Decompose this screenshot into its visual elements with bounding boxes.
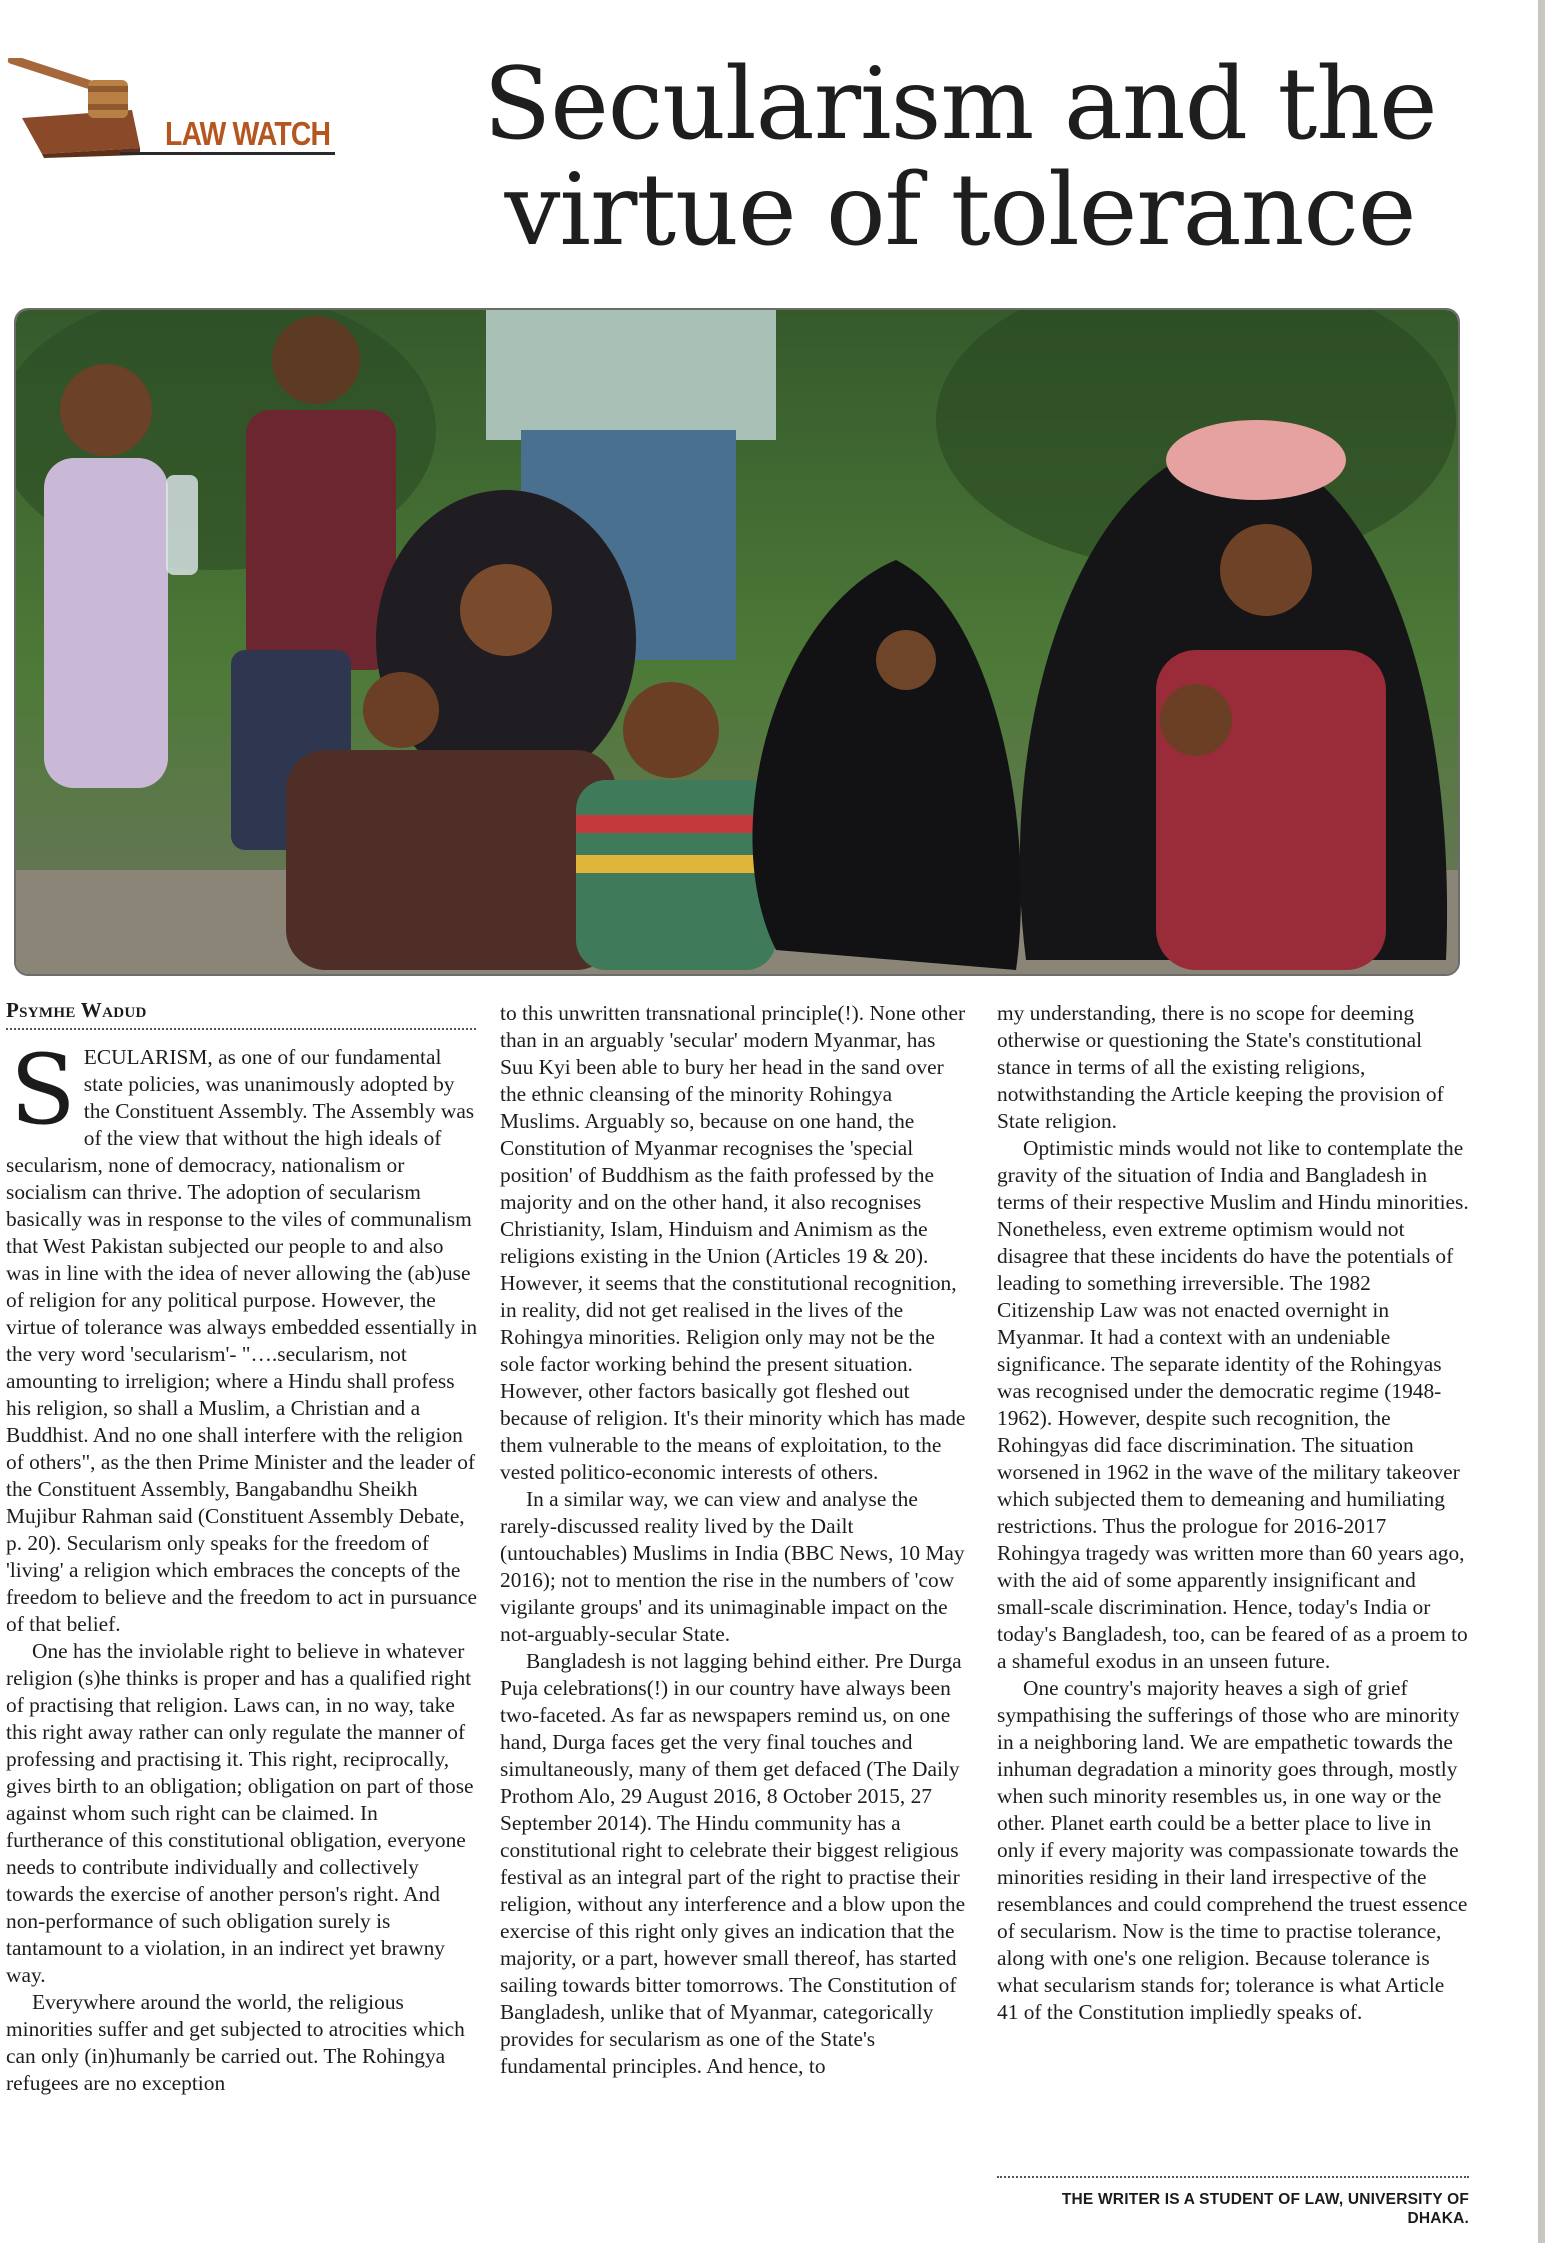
kicker-underline [120,152,335,155]
paragraph: One has the inviolable right to believe in whatever religion (s)he thinks is proper and has a qualified right of practising that religion. Laws can, in no way, take this right away rather can only regulate the manner of professing and practising it. This right, reciprocally, gives birth to an obligation; obligation on part of those against whom such right can be claimed. In furtherance of this constitutional obligation, everyone needs to contribute individually and collectively towards the exercise of another person's right. And non-performance of such obligation surely is tantamount to a violation, in an indirect yet brawny way. [6,1639,474,1987]
paragraph-text: ECULARISM, as one of our fundamental state policies, was unanimously adopted by the Constituent Assembly. The Assembly was of the view that without the high ideals of secularism, none of democracy, nationalism or socialism can thrive. The adoption of secularism basically was in response to the viles of communalism that West Pakistan subjected our people to and also was in line with the idea of never allowing the (ab)use of religion for any political purpose. However, the virtue of tolerance was always embedded essentially in the very word 'secularism'- "….secularism, not amounting to irreligion; where a Hindu shall profess his religion, so shall a Muslim, a Christian and a Buddhist. And no one shall interfere with the religion of others", as the then Prime Minister and the leader of the Constituent Assembly, Bangabandhu Sheikh Mujibur Rahman said (Constituent Assembly Debate, p. 20). Secularism only speaks for the freedom of 'living' a religion which embraces the concepts of the freedom to believe and the freedom to act in pursuance of that belief. [6,1045,478,1636]
headline [430,47,1490,268]
byline: Psymhe Wadud [6,998,147,1022]
article-column-2 [500,1000,972,2080]
article-column-1 [6,1034,478,2097]
section-kicker: LAW WATCH [165,115,331,152]
drop-cap: S [10,1034,76,1146]
article-photo [14,308,1460,976]
article-column-3 [997,1000,1469,2026]
paragraph [6,1034,478,1638]
paragraph: In a similar way, we can view and analyse the rarely-discussed reality lived by the Dailt (untouchables) Muslims in India (BBC News, 10 May 2016); not to mention the rise in the numbers of 'cow vigilante groups' and its unimaginable impact on the not-arguably-secular State. [500,1487,965,1646]
headline-line-1: Secularism and the [483,47,1437,162]
footer-divider [997,2176,1469,2178]
paragraph: Optimistic minds would not like to contemplate the gravity of the situation of India and Bangladesh in terms of their respective Muslim and Hindu minorities. Nonetheless, even extreme optimism would not disagree that these incidents do have the potentials of leading to something irreversible. The 1982 Citizenship Law was not enacted overnight in Myanmar. It had a context with an undeniable significance. The separate identity of the Rohingyas was recognised under the democratic regime (1948-1962). However, despite such recognition, the Rohingyas did face discrimination. The situation worsened in 1962 in the wave of the military takeover which subjected them to demeaning and humiliating restrictions. Thus the prologue for 2016-2017 Rohingya tragedy was written more than 60 years ago, with the aid of some apparently insignificant and small-scale discrimination. Hence, today's India or today's Bangladesh, too, can be feared of as a proem to a shameful exodus in an unseen future. [997,1136,1469,1673]
paragraph: to this unwritten transnational principle(!). None other than in an arguably 'secular' modern Myanmar, has Suu Kyi been able to bury her head in the sand over the ethnic cleansing of the minority Rohingya Muslims. Arguably so, because on one hand, the Constitution of Myanmar recognises the 'special position' of Buddhism as the faith professed by the majority and on the other hand, it also recognises Christianity, Islam, Hinduism and Animism as the religions existing in the Union (Articles 19 & 20). However, it seems that the constitutional recognition, in reality, did not get realised in the lives of the Rohingya minorities. Religion only may not be the sole factor working behind the present situation. However, other factors basically got fleshed out because of religion. It's their minority which has made them vulnerable to the means of exploitation, to the vested politico-economic interests of others. [500,1001,966,1484]
paragraph: Everywhere around the world, the religious minorities suffer and get subjected to atrocities which can only (in)humanly be carried out. The Rohingya refugees are no exception [6,1990,465,2095]
page-edge [1538,0,1545,2243]
headline-line-2: virtue of tolerance [504,153,1416,268]
paragraph: my understanding, there is no scope for deeming otherwise or questioning the State's constitutional stance in terms of all the existing religions, notwithstanding the Article keeping the provision of State religion. [997,1001,1444,1133]
paragraph: One country's majority heaves a sigh of grief sympathising the sufferings of those who are minority in a neighboring land. We are empathetic towards the inhuman degradation a minority goes through, mostly when such minority resembles us, in one way or the other. Planet earth could be a better place to live in only if every majority was compassionate towards the minorities residing in their land irrespective of the resemblances and could comprehend the truest essence of secularism. Now is the time to practise tolerance, along with one's one religion. Because tolerance is what secularism stands for; tolerance is what Article 41 of the Constitution impliedly speaks of. [997,1676,1468,2024]
photograph-of-refugee-children [16,310,1458,974]
writer-note: THE WRITER IS A STUDENT OF LAW, UNIVERSITY OF DHAKA. [1061,2191,1469,2227]
byline-divider [6,1028,476,1030]
paragraph: Bangladesh is not lagging behind either. Pre Durga Puja celebrations(!) in our country have always been two-faceted. As far as newspapers remind us, on one hand, Durga faces get the very final touches and simultaneously, many of them get defaced (The Daily Prothom Alo, 29 August 2016, 8 October 2015, 27 September 2014). The Hindu community has a constitutional right to celebrate their biggest religious festival as an integral part of the right to practise their religion, without any interference and a blow upon the exercise of this right only gives an indication that the majority, or a part, however small thereof, has started sailing towards bitter tomorrows. The Constitution of Bangladesh, unlike that of Myanmar, categorically provides for secularism as one of the State's fundamental principles. And hence, to [500,1649,966,2078]
gavel-icon [2,58,152,158]
